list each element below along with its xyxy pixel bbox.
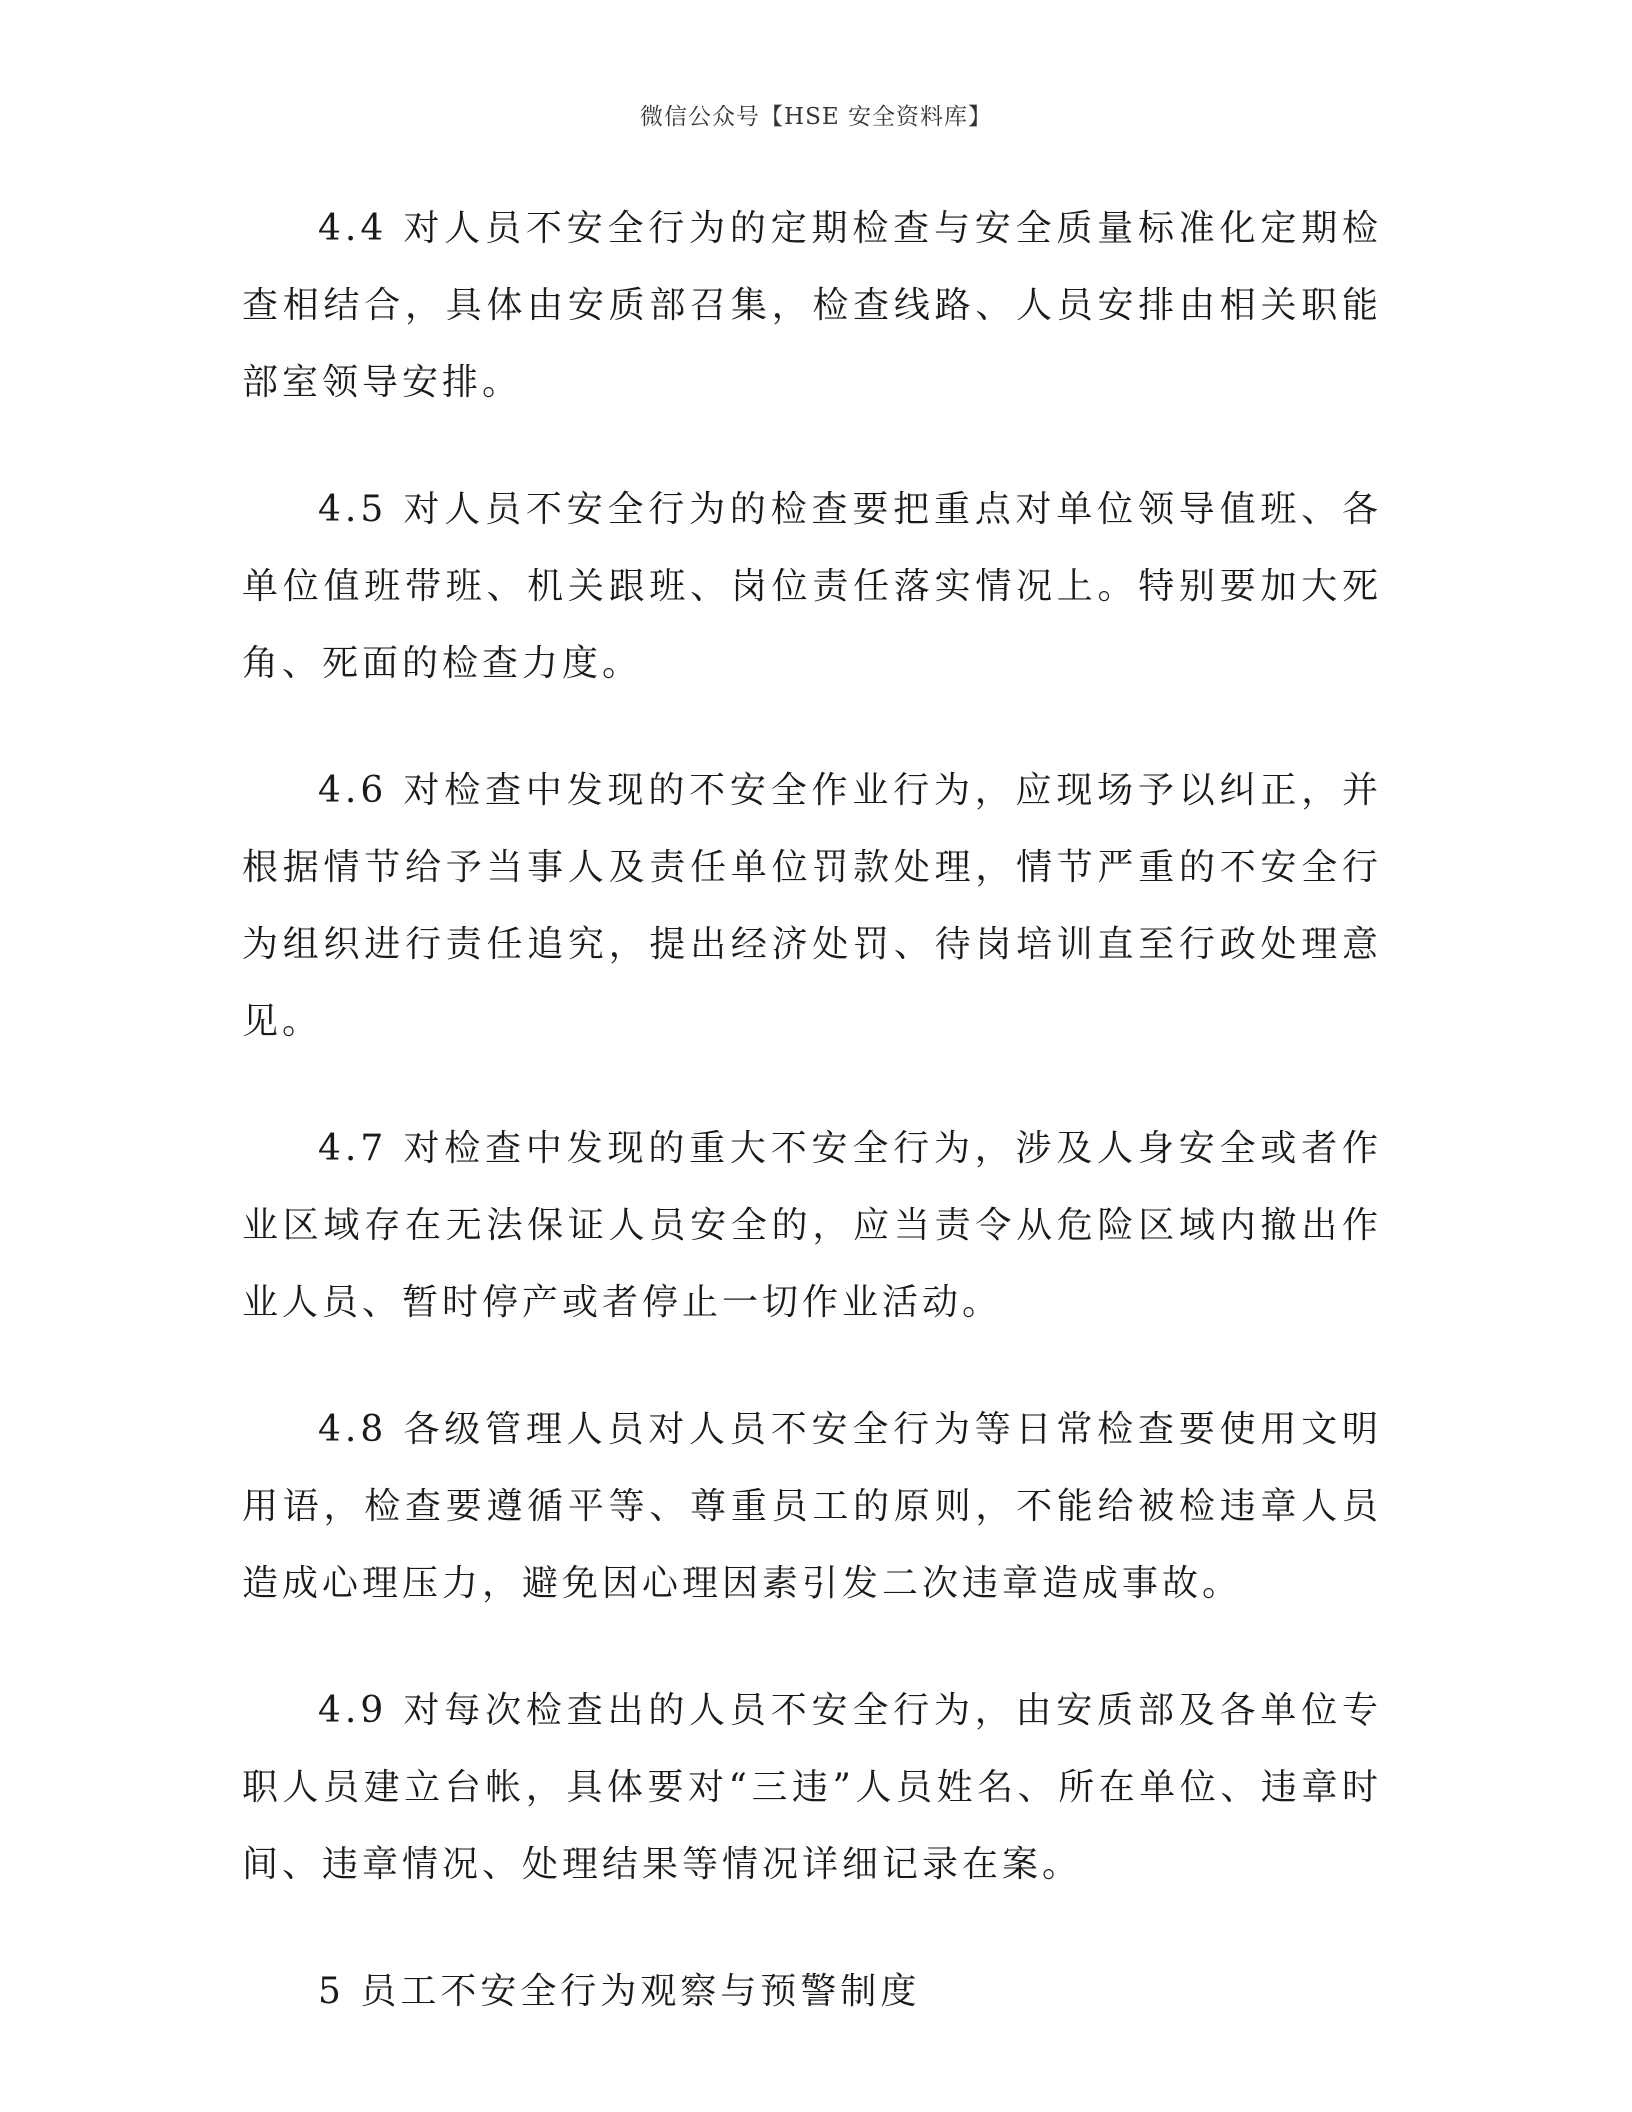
paragraph-4-5: 4.5 对人员不安全行为的检查要把重点对单位领导值班、各单位值班带班、机关跟班、岗位责任落实情况上。特别要加大死角、死面的检查力度。 — [242, 489, 1382, 684]
page-header: 微信公众号【HSE 安全资料库】 — [640, 104, 992, 130]
section-heading-5: 5 员工不安全行为观察与预警制度 — [318, 1971, 921, 2012]
paragraph-4-6: 4.6 对检查中发现的不安全作业行为，应现场予以纠正，并根据情节给予当事人及责任单位罚款处理，情节严重的不安全行为组织进行责任追究，提出经济处罚、待岗培训直至行政处理意见。 — [242, 770, 1382, 1042]
document-body — [242, 190, 1382, 2080]
paragraph-4-4: 4.4 对人员不安全行为的定期检查与安全质量标准化定期检查相结合，具体由安质部召集，检查线路、人员安排由相关职能部室领导安排。 — [242, 208, 1382, 403]
paragraph-4-9: 4.9 对每次检查出的人员不安全行为，由安质部及各单位专职人员建立台帐，具体要对“三违”人员姓名、所在单位、违章时间、违章情况、处理结果等情况详细记录在案。 — [242, 1690, 1382, 1885]
paragraph-4-8: 4.8 各级管理人员对人员不安全行为等日常检查要使用文明用语，检查要遵循平等、尊重员工的原则，不能给被检违章人员造成心理压力，避免因心理因素引发二次违章造成事故。 — [242, 1409, 1382, 1604]
paragraph-4-7: 4.7 对检查中发现的重大不安全行为，涉及人身安全或者作业区域存在无法保证人员安全的，应当责令从危险区域内撤出作业人员、暂时停产或者停止一切作业活动。 — [242, 1128, 1382, 1323]
